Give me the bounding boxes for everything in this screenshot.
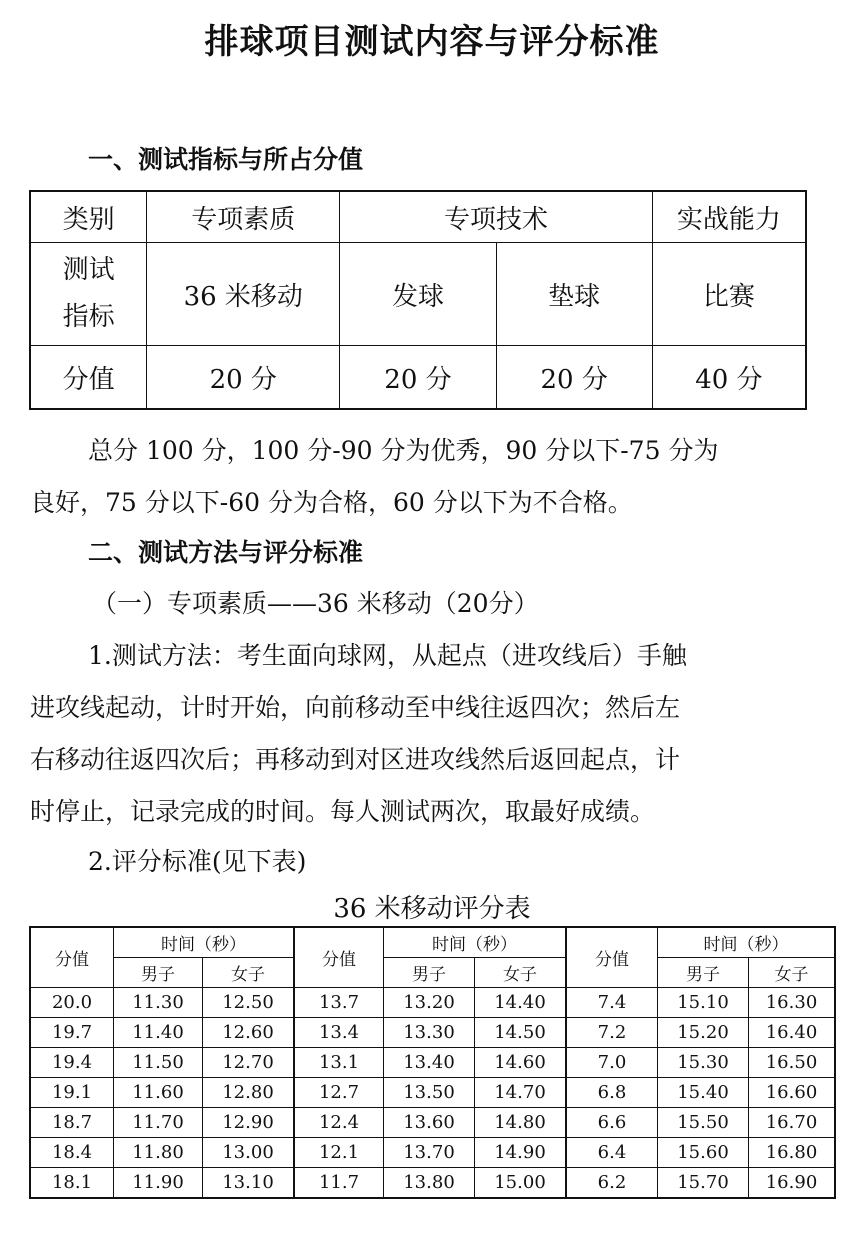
table-cell: 16.80 (749, 1138, 836, 1168)
table-cell: 14.70 (475, 1078, 567, 1108)
table-row (30, 1078, 835, 1108)
table-cell: 11.60 (114, 1078, 203, 1108)
table-cell: 6.2 (566, 1168, 658, 1199)
table-cell: 18.7 (30, 1108, 114, 1138)
section1-heading: 一、测试指标与所占分值 (88, 145, 364, 174)
table-cell: 13.1 (294, 1048, 384, 1078)
table-row (30, 1108, 835, 1138)
score-dig: 20 分 (496, 346, 652, 410)
header-time: 时间（秒） (658, 927, 836, 958)
table-cell: 11.70 (114, 1108, 203, 1138)
table-cell: 11.40 (114, 1018, 203, 1048)
label-score: 分值 (30, 346, 147, 410)
table-cell: 14.90 (475, 1138, 567, 1168)
table-cell: 6.4 (566, 1138, 658, 1168)
label-category: 类别 (30, 191, 147, 243)
table-cell: 13.00 (203, 1138, 295, 1168)
table-cell: 19.1 (30, 1078, 114, 1108)
table-row (30, 1018, 835, 1048)
table-cell: 16.90 (749, 1168, 836, 1199)
category-special-quality: 专项素质 (147, 191, 340, 243)
header-male: 男子 (114, 958, 203, 988)
grading-paragraph-line2: 良好，75 分以下-60 分为合格，60 分以下为不合格。 (30, 488, 633, 517)
table-cell: 11.80 (114, 1138, 203, 1168)
table-cell: 11.30 (114, 988, 203, 1018)
table-cell: 19.7 (30, 1018, 114, 1048)
indicator-match: 比赛 (652, 243, 806, 346)
section2-subheading: （一）专项素质——36 米移动（20分） (92, 589, 539, 618)
table-cell: 14.40 (475, 988, 567, 1018)
method-line-2: 进攻线起动，计时开始，向前移动至中线往返四次；然后左 (30, 693, 681, 722)
table-row (30, 1138, 835, 1168)
table-cell: 13.40 (384, 1048, 475, 1078)
table-cell: 16.40 (749, 1018, 836, 1048)
table-cell: 13.80 (384, 1168, 475, 1199)
table-cell: 11.50 (114, 1048, 203, 1078)
scoring-table (29, 926, 836, 1199)
indicator-36m-move: 36 米移动 (147, 243, 340, 346)
section2-heading: 二、测试方法与评分标准 (88, 538, 364, 567)
method-line-3: 右移动往返四次后；再移动到对区进攻线然后返回起点，计 (30, 745, 681, 774)
table-cell: 13.60 (384, 1108, 475, 1138)
table-cell: 13.30 (384, 1018, 475, 1048)
table-cell: 14.60 (475, 1048, 567, 1078)
table-cell: 16.60 (749, 1078, 836, 1108)
page-title: 排球项目测试内容与评分标准 (204, 22, 660, 62)
header-female: 女子 (203, 958, 295, 988)
indicator-table (29, 190, 807, 410)
table-cell: 12.90 (203, 1108, 295, 1138)
table-cell: 14.50 (475, 1018, 567, 1048)
table-cell: 12.7 (294, 1078, 384, 1108)
category-combat-ability: 实战能力 (652, 191, 806, 243)
method-line-1: 1.测试方法：考生面向球网，从起点（进攻线后）手触 (88, 641, 687, 670)
table-row (30, 988, 835, 1018)
table-row (30, 1048, 835, 1078)
table-cell: 6.8 (566, 1078, 658, 1108)
table-cell: 16.30 (749, 988, 836, 1018)
table-cell: 18.4 (30, 1138, 114, 1168)
table-cell: 15.40 (658, 1078, 749, 1108)
header-female: 女子 (475, 958, 567, 988)
table-cell: 15.30 (658, 1048, 749, 1078)
table-cell: 12.50 (203, 988, 295, 1018)
indicator-serve: 发球 (340, 243, 496, 346)
table-caption: 36 米移动评分表 (333, 894, 531, 924)
table-cell: 13.50 (384, 1078, 475, 1108)
table-cell: 15.20 (658, 1018, 749, 1048)
label-indicator: 测试 指标 (30, 243, 147, 346)
table-row (30, 1168, 835, 1199)
table-cell: 12.1 (294, 1138, 384, 1168)
method-line-4: 时停止，记录完成的时间。每人测试两次，取最好成绩。 (30, 797, 656, 826)
indicator-dig: 垫球 (496, 243, 652, 346)
table-cell: 11.7 (294, 1168, 384, 1199)
score-match: 40 分 (652, 346, 806, 410)
grading-paragraph-line1: 总分 100 分，100 分-90 分为优秀，90 分以下-75 分为 (88, 436, 719, 465)
table-cell: 11.90 (114, 1168, 203, 1199)
header-time: 时间（秒） (114, 927, 295, 958)
table-cell: 13.70 (384, 1138, 475, 1168)
table-cell: 16.70 (749, 1108, 836, 1138)
table-cell: 12.80 (203, 1078, 295, 1108)
table-cell: 16.50 (749, 1048, 836, 1078)
score-36m-move: 20 分 (147, 346, 340, 410)
table-cell: 12.70 (203, 1048, 295, 1078)
table-cell: 15.10 (658, 988, 749, 1018)
table-cell: 14.80 (475, 1108, 567, 1138)
table-cell: 12.60 (203, 1018, 295, 1048)
header-score: 分值 (30, 927, 114, 988)
header-female: 女子 (749, 958, 836, 988)
header-score: 分值 (566, 927, 658, 988)
header-score: 分值 (294, 927, 384, 988)
scoring-standard-line: 2.评分标准(见下表) (88, 847, 307, 876)
table-cell: 20.0 (30, 988, 114, 1018)
table-cell: 12.4 (294, 1108, 384, 1138)
table-cell: 15.70 (658, 1168, 749, 1199)
table-cell: 7.2 (566, 1018, 658, 1048)
table-cell: 15.00 (475, 1168, 567, 1199)
table-cell: 15.50 (658, 1108, 749, 1138)
table-cell: 7.4 (566, 988, 658, 1018)
table-cell: 13.7 (294, 988, 384, 1018)
header-time: 时间（秒） (384, 927, 567, 958)
category-special-technique: 专项技术 (340, 191, 652, 243)
table-cell: 13.10 (203, 1168, 295, 1199)
score-serve: 20 分 (340, 346, 496, 410)
table-cell: 18.1 (30, 1168, 114, 1199)
table-cell: 13.20 (384, 988, 475, 1018)
table-cell: 19.4 (30, 1048, 114, 1078)
header-male: 男子 (658, 958, 749, 988)
header-male: 男子 (384, 958, 475, 988)
table-cell: 13.4 (294, 1018, 384, 1048)
table-cell: 6.6 (566, 1108, 658, 1138)
table-cell: 7.0 (566, 1048, 658, 1078)
table-cell: 15.60 (658, 1138, 749, 1168)
